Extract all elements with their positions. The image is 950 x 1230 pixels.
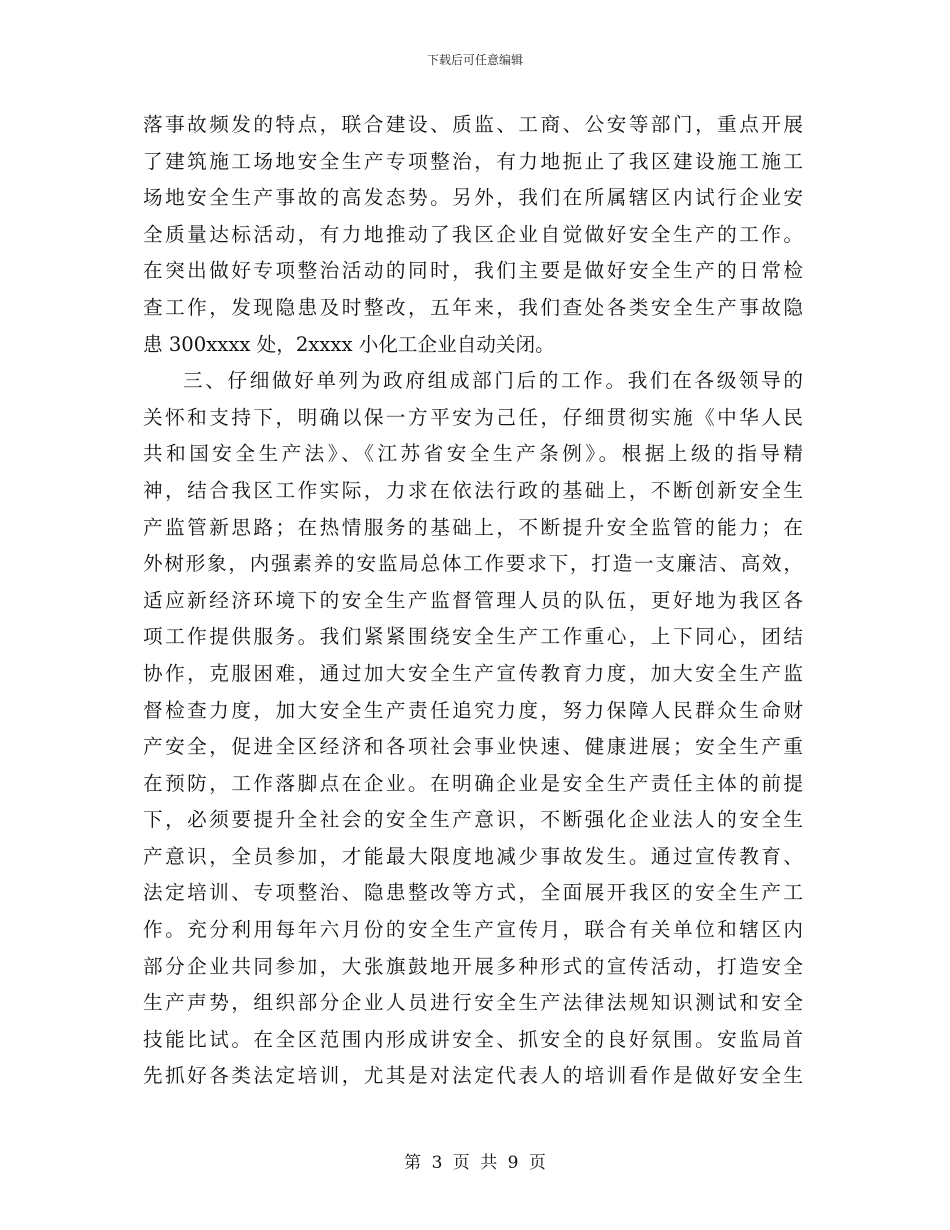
page-number: 第 3 页 共 9 页 — [404, 1153, 546, 1173]
text-line: 督检查力度，加大安全生产责任追究力度，努力保障人民群众生命财 — [143, 698, 803, 722]
text-line: 生产声势，组织部分企业人员进行安全生产法律法规知识测试和安全 — [143, 991, 803, 1015]
text-line: 协作，克服困难，通过加大安全生产宣传教育力度，加大安全生产监 — [143, 661, 803, 685]
document-body — [143, 107, 803, 1095]
text-line: 落事故频发的特点，联合建设、质监、工商、公安等部门，重点开展 — [143, 113, 803, 136]
text-line: 在预防，工作落脚点在企业。在明确企业是安全生产责任主体的前提 — [143, 771, 803, 795]
text-line-indented: 三、仔细做好单列为政府组成部门后的工作。我们在各级领导的 — [183, 369, 803, 393]
text-line: 适应新经济环境下的安全生产监督管理人员的队伍，更好地为我区各 — [143, 588, 803, 612]
text-line: 了建筑施工场地安全生产专项整治，有力地扼止了我区建设施工施工 — [143, 149, 803, 173]
page-header-note: 下载后可任意编辑 — [426, 53, 523, 67]
text-line: 神，结合我区工作实际，力求在依法行政的基础上，不断创新安全生 — [143, 478, 803, 502]
text-line: 先抓好各类法定培训，尤其是对法定代表人的培训看作是做好安全生 — [143, 1064, 803, 1088]
text-line: 产意识，全员参加，才能最大限度地减少事故发生。通过宣传教育、 — [143, 844, 803, 868]
text-line: 共和国安全生产法》、《江苏省安全生产条例》。根据上级的指导精 — [143, 442, 803, 466]
text-line: 全质量达标活动，有力地推动了我区企业自觉做好安全生产的工作。 — [143, 222, 803, 246]
text-line: 技能比试。在全区范围内形成讲安全、抓安全的良好氛围。安监局首 — [143, 1027, 803, 1051]
text-line: 项工作提供服务。我们紧紧围绕安全生产工作重心，上下同心，团结 — [143, 625, 803, 649]
text-line: 外树形象，内强素养的安监局总体工作要求下，打造一支廉洁、高效， — [143, 552, 803, 576]
text-line: 患 300xxxx 处，2xxxx 小化工企业自动关闭。 — [143, 332, 555, 356]
text-line: 法定培训、专项整治、隐患整改等方式，全面展开我区的安全生产工 — [143, 881, 803, 905]
text-line: 查工作，发现隐患及时整改，五年来，我们查处各类安全生产事故隐 — [143, 295, 803, 319]
text-line: 场地安全生产事故的高发态势。另外，我们在所属辖区内试行企业安 — [143, 186, 803, 210]
text-line: 部分企业共同参加，大张旗鼓地开展多种形式的宣传活动，打造安全 — [143, 954, 803, 978]
text-line: 产安全，促进全区经济和各项社会事业快速、健康进展；安全生产重 — [143, 735, 803, 759]
text-line: 产监管新思路；在热情服务的基础上，不断提升安全监管的能力；在 — [143, 515, 803, 539]
text-line: 下，必须要提升全社会的安全生产意识，不断强化企业法人的安全生 — [143, 808, 803, 832]
text-line: 作。充分利用每年六月份的安全生产宣传月，联合有关单位和辖区内 — [143, 918, 803, 942]
text-line: 在突出做好专项整治活动的同时，我们主要是做好安全生产的日常检 — [143, 259, 803, 283]
text-line: 关怀和支持下，明确以保一方平安为己任，仔细贯彻实施《中华人民 — [143, 405, 803, 429]
